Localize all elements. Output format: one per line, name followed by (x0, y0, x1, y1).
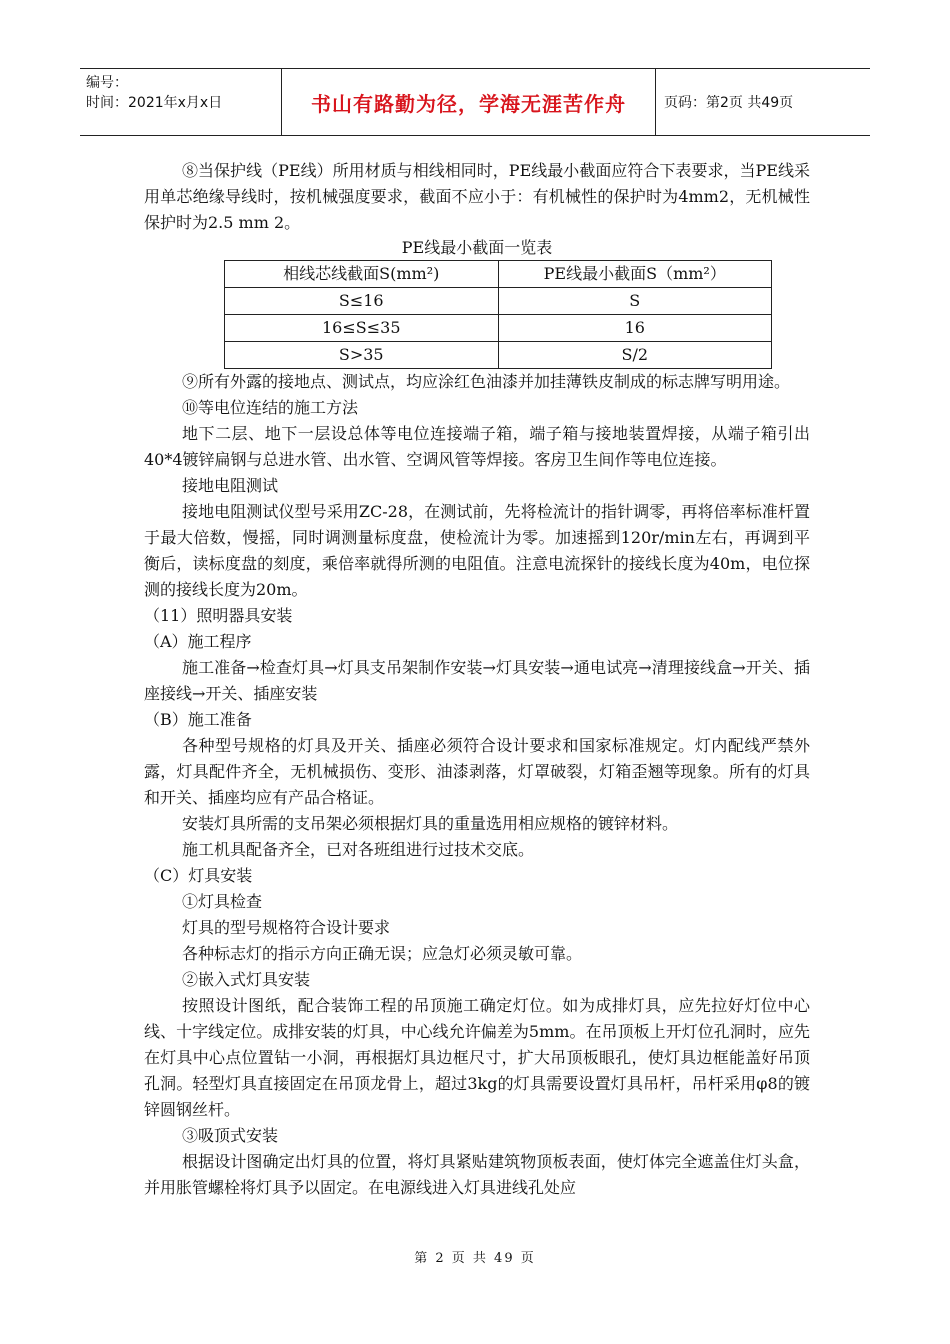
paragraph: 施工机具配备齐全，已对各班组进行过技术交底。 (182, 840, 535, 859)
page-header (80, 68, 870, 136)
table-row (225, 288, 772, 315)
header-page-info: 页码：第2页 共49页 (664, 95, 794, 111)
paragraph: 安装灯具所需的支吊架必须根据灯具的重量选用相应规格的镀锌材料。 (182, 814, 679, 833)
table-row (225, 342, 772, 369)
paragraph-pe-line: ⑧当保护线（PE线）所用材质与相线相同时，PE线最小截面应符合下表要求，当PE线采用单芯绝缘导线时，按机械强度要求，截面不应小于：有机械性的保护时为4mm2，无机械性保护时为2.5 mm 2。 (144, 161, 810, 232)
paragraph: 按照设计图纸，配合装饰工程的吊顶施工确定灯位。如为成排灯具，应先拉好灯位中心线、十字线定位。成排安装的灯具，中心线允许偏差为5mm。在吊顶板上开灯位孔洞时，应先在灯具中心点位置钻一小洞，再根据灯具边框尺寸，扩大吊顶板眼孔，使灯具边框能盖好吊顶孔洞。轻型灯具直接固定在吊顶龙骨上，超过3kg的灯具需要设置灯具吊杆，吊杆采用φ8的镀锌圆钢丝杆。 (144, 996, 810, 1119)
document-number-label: 编号： (86, 75, 128, 91)
table-cell: 16≤S≤35 (225, 315, 499, 342)
pe-section-table (224, 260, 772, 369)
paragraph-grounding-marks: ⑨所有外露的接地点、测试点，均应涂红色油漆并加挂薄铁皮制成的标志牌写明用途。 (182, 372, 791, 391)
paragraph: 接地电阻测试仪型号采用ZC-28，在测试前，先将检流计的指针调零，再将倍率标准杆置于最大倍数，慢摇，同时调测量标度盘，使检流计为零。加速摇到120r/min左右，再调到平衡后，读标度盘的刻度，乘倍率就得所测的电阻值。注意电流探针的接线长度为40m，电位探测的接线长度为20m。 (144, 502, 810, 599)
section-heading: （B）施工准备 (144, 710, 252, 729)
paragraph: 施工准备→检查灯具→灯具支吊架制作安装→灯具安装→通电试亮→清理接线盒→开关、插座接线→开关、插座安装 (144, 658, 810, 703)
table-cell: 16 (498, 315, 772, 342)
table-header-cell: 相线芯线截面S(mm²) (225, 261, 499, 288)
table-header-row (225, 261, 772, 288)
section-heading: ⑩等电位连结的施工方法 (182, 398, 359, 417)
header-motto: 书山有路勤为径，学海无涯苦作舟 (282, 69, 656, 135)
table-cell: S>35 (225, 342, 499, 369)
subsection-heading: ③吸顶式安装 (182, 1126, 279, 1145)
section-heading: （11）照明器具安装 (144, 606, 293, 625)
paragraph: 地下二层、地下一层设总体等电位连接端子箱，端子箱与接地装置焊接，从端子箱引出40*4镀锌扁钢与总进水管、出水管、空调风管等焊接。客房卫生间作等电位连接。 (144, 424, 810, 469)
table-row (225, 315, 772, 342)
section-heading: （A）施工程序 (144, 632, 252, 651)
section-heading: 接地电阻测试 (182, 476, 279, 495)
subsection-heading: ②嵌入式灯具安装 (182, 970, 311, 989)
table-header-cell: PE线最小截面S（mm²） (498, 261, 772, 288)
table-caption: PE线最小截面一览表 (401, 238, 553, 257)
document-body (144, 158, 810, 1201)
paragraph: 根据设计图确定出灯具的位置，将灯具紧贴建筑物顶板表面，使灯体完全遮盖住灯头盒，并用胀管螺栓将灯具予以固定。在电源线进入灯具进线孔处应 (144, 1152, 810, 1197)
paragraph: 各种型号规格的灯具及开关、插座必须符合设计要求和国家标准规定。灯内配线严禁外露，灯具配件齐全，无机械损伤、变形、油漆剥落，灯罩破裂，灯箱歪翘等现象。所有的灯具和开关、插座均应有产品合格证。 (144, 736, 810, 807)
table-cell: S/2 (498, 342, 772, 369)
subsection-heading: ①灯具检查 (182, 892, 263, 911)
section-heading: （C）灯具安装 (144, 866, 253, 885)
paragraph: 各种标志灯的指示方向正确无误；应急灯必须灵敏可靠。 (182, 944, 583, 963)
table-cell: S≤16 (225, 288, 499, 315)
paragraph: 灯具的型号规格符合设计要求 (182, 918, 391, 937)
table-cell: S (498, 288, 772, 315)
header-meta (80, 69, 282, 135)
page-footer: 第 2 页 共 49 页 (414, 1251, 536, 1266)
document-time-label: 时间：2021年x月x日 (86, 95, 223, 111)
